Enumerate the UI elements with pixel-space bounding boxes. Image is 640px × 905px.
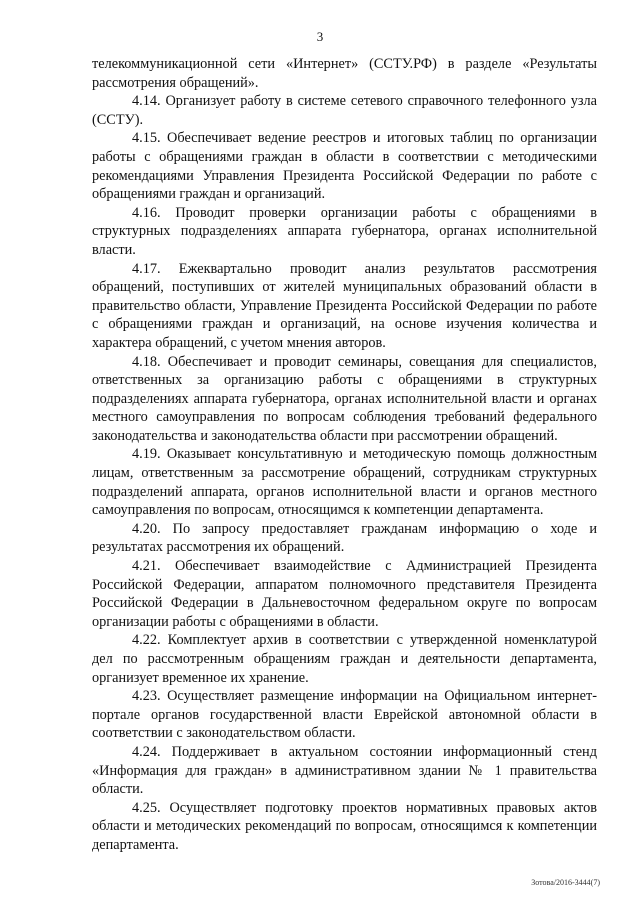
paragraph-4-18: 4.18. Обеспечивает и проводит семинары, совещания для специалистов, ответственных за организацию работы с обращениями в структурных подразделениях аппарата губернатора, органах исполнительной власти и органах местного самоуправления по вопросам соблюдения требований федерального законодательства и законодательства области при рассмотрении обращений. xyxy=(92,353,597,444)
paragraph-4-19: 4.19. Оказывает консультативную и методическую помощь должностным лицам, ответственным за рассмотрение обращений, сотрудникам структурных подразделений аппарата, органов исполнительной власти и органов местного самоуправления по вопросам, относящимся к компетенции департамента. xyxy=(92,446,597,519)
paragraph-4-14: 4.14. Организует работу в системе сетевого справочного телефонного узла (ССТУ). xyxy=(92,93,597,128)
paragraph-continuation: телекоммуникационной сети «Интернет» (ССТУ.РФ) в разделе «Результаты рассмотрения обращений». xyxy=(92,56,597,91)
paragraph-4-20: 4.20. По запросу предоставляет гражданам информацию о ходе и результатах рассмотрения их обращений. xyxy=(92,520,597,556)
footer-document-code: Зотова/2016-3444(7) xyxy=(531,878,600,887)
paragraph-4-25: 4.25. Осуществляет подготовку проектов нормативных правовых актов области и методических рекомендаций по вопросам, относящимся к компетенции департамента. xyxy=(92,799,597,853)
document-body xyxy=(92,55,597,855)
paragraph-4-17: 4.17. Ежеквартально проводит анализ результатов рассмотрения обращений, поступивших от жителей муниципальных образований области в правительство области, Управление Президента Российской Федерации по работе с обращениями граждан и организаций, на основе изучения количества и характера обращений, с учетом мнения авторов. xyxy=(92,260,597,351)
paragraph-4-24: 4.24. Поддерживает в актуальном состоянии информационный стенд «Информация для граждан» в административном здании № 1 правительства области. xyxy=(92,743,597,798)
paragraph-4-22: 4.22. Комплектует архив в соответствии с утвержденной номенклатурой дел по рассмотренным обращениям граждан и деятельности департамента, организует временное их хранение. xyxy=(92,632,597,686)
paragraph-4-16: 4.16. Проводит проверки организации работы с обращениями в структурных подразделениях аппарата губернатора, органах исполнительной власти. xyxy=(92,204,597,258)
paragraph-4-23: 4.23. Осуществляет размещение информации на Официальном интернет-портале органов государственной власти Еврейской автономной области в соответствии с законодательством области. xyxy=(92,688,597,742)
page-number: 3 xyxy=(316,29,324,44)
paragraph-4-15: 4.15. Обеспечивает ведение реестров и итоговых таблиц по организации работы с обращениями граждан в области в соответствии с методическими рекомендациями Управления Президента Российской Федерации по работе с обращениями граждан и организаций. xyxy=(92,130,597,203)
paragraph-4-21: 4.21. Обеспечивает взаимодействие с Администрацией Президента Российской Федерации, аппаратом полномочного представителя Президента Российской Федерации в Дальневосточном федеральном округе по вопросам организации работы с обращениями в области. xyxy=(92,558,597,630)
